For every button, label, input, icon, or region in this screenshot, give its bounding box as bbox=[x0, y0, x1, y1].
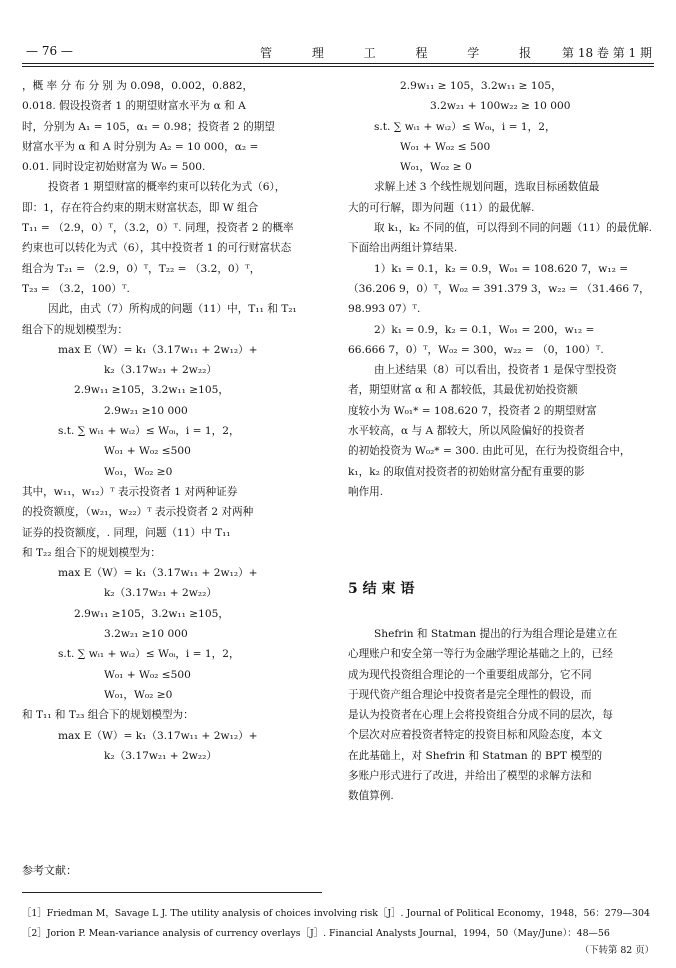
paragraph-line: 98.993 07）ᵀ. bbox=[348, 303, 421, 316]
paragraph-line: ，概 率 分 布 分 别 为 0.098，0.002，0.882， bbox=[22, 80, 254, 92]
references-rule bbox=[22, 892, 322, 893]
paragraph-line: 取 k₁，k₂ 不同的值，可以得到不同的问题（11）的最优解. bbox=[374, 222, 652, 235]
paragraph-line: 因此，由式（7）所构成的问题（11）中，T₁₁ 和 T₂₁ bbox=[48, 303, 297, 316]
paragraph-line: 其中，w₁₁，w₁₂）ᵀ 表示投资者 1 对两种证券 bbox=[22, 485, 238, 498]
paragraph-line: 求解上述 3 个线性规划问题，选取目标函数值最 bbox=[374, 181, 600, 194]
paragraph-line: 66.666 7，0）ᵀ，W₀₂ = 300，w₂₂ = （0，100）ᵀ. bbox=[348, 343, 604, 356]
paragraph-line: 响作用. bbox=[348, 485, 384, 498]
equation-line: max E（W）= k₁（3.17w₁₁ + 2w₁₂）+ bbox=[58, 343, 258, 356]
references-list bbox=[22, 904, 650, 944]
equation-line: k₂（3.17w₂₁ + 2w₂₂） bbox=[104, 364, 217, 377]
equation-line: W₀₁，W₀₂ ≥0 bbox=[104, 465, 173, 478]
paragraph-line: 个层次对应着投资者特定的投资目标和风险态度，本文 bbox=[348, 729, 603, 742]
paragraph-line: Shefrin 和 Statman 提出的行为组合理论是建立在 bbox=[374, 628, 618, 640]
paragraph-line: 的投资额度，（w₂₁，w₂₂）ᵀ 表示投资者 2 对两种 bbox=[22, 506, 254, 519]
paragraph-line: 大的可行解，即为问题（11）的最优解. bbox=[348, 201, 535, 214]
conclusion-text bbox=[348, 624, 654, 807]
equation-line: W₀₁ + W₀₂ ≤ 500 bbox=[400, 140, 491, 153]
equation-line: 3.2w₂₁ ≥10 000 bbox=[104, 628, 188, 641]
paragraph-line: 和 T₁₁ 和 T₂₃ 组合下的规划模型为： bbox=[22, 709, 194, 722]
paragraph-line: 约束也可以转化为式（6），其中投资者 1 的可行财富状态 bbox=[22, 242, 292, 255]
left-column bbox=[22, 76, 330, 766]
header-rule-top bbox=[22, 63, 654, 64]
paragraph-line: k₁，k₂ 的取值对投资者的初始财富分配有重要的影 bbox=[348, 465, 585, 478]
equation-line: s.t. ∑ wᵢ₁ + wᵢ₂）≤ W₀ᵢ，i = 1，2， bbox=[58, 425, 240, 438]
equation-line: s.t. ∑ wᵢ₁ + wᵢ₂）≤ W₀ᵢ，i = 1，2， bbox=[374, 120, 556, 133]
paragraph-line: 证券的投资额度，. 同理，问题（11）中 T₁₁ bbox=[22, 526, 231, 539]
continued-note: （下转第 82 页） bbox=[579, 945, 654, 956]
section-title: 5 结 束 语 bbox=[348, 581, 415, 597]
paragraph-line: T₂₃ = （3.2，100）ᵀ. bbox=[22, 282, 130, 295]
paragraph-line: 时，分别为 A₁ = 105，α₁ = 0.98；投资者 2 的期望 bbox=[22, 120, 275, 133]
paragraph-line: （36.206 9，0）ᵀ，W₀₂ = 391.379 3，w₂₂ = （31.466 7， bbox=[348, 282, 650, 295]
equation-line: max E（W）= k₁（3.17w₁₁ + 2w₁₂）+ bbox=[58, 567, 258, 580]
paragraph-line: 成为现代投资组合理论的一个重要组成部分，它不同 bbox=[348, 668, 592, 681]
paragraph-line: 多账户形式进行了改进，并给出了模型的求解方法和 bbox=[348, 770, 592, 783]
equation-line: k₂（3.17w₂₁ + 2w₂₂） bbox=[104, 749, 217, 762]
equation-line: W₀₁ + W₀₂ ≤500 bbox=[104, 445, 191, 458]
paragraph-line: 即：1，存在符合约束的期末财富状态，即 W 组合 bbox=[22, 201, 259, 214]
header-rule-bottom bbox=[22, 66, 654, 67]
equation-line: s.t. ∑ wᵢ₁ + wᵢ₂）≤ W₀ᵢ，i = 1，2， bbox=[58, 648, 240, 661]
equation-line: 2.9w₁₁ ≥105，3.2w₁₁ ≥105， bbox=[74, 607, 229, 620]
paragraph-line: 心理账户和安全第一等行为金融学理论基础之上的，已经 bbox=[348, 648, 613, 661]
equation-line: W₀₁ + W₀₂ ≤500 bbox=[104, 668, 191, 681]
equation-line: 2.9w₁₁ ≥ 105，3.2w₁₁ ≥ 105， bbox=[400, 80, 562, 92]
paragraph-line: 的初始投资为 W₀₂* = 300. 由此可见，在行为投资组合中， bbox=[348, 445, 631, 458]
equation-line: max E（W）= k₁（3.17w₁₁ + 2w₁₂）+ bbox=[58, 729, 258, 742]
paragraph-line: 度较小为 W₀₁* = 108.620 7，投资者 2 的期望财富 bbox=[348, 404, 597, 417]
page-number: — 76 — bbox=[26, 44, 73, 58]
paragraph-line: 组合下的规划模型为： bbox=[22, 323, 128, 336]
paragraph-line: 在此基础上，对 Shefrin 和 Statman 的 BPT 模型的 bbox=[348, 749, 603, 762]
equation-line: W₀₁，W₀₂ ≥ 0 bbox=[400, 161, 472, 174]
paragraph-line: 水平较高，α 与 A 都较大，所以风险偏好的投资者 bbox=[348, 425, 585, 438]
reference-item: ［1］Friedman M，Savage L J. The utility analysis of choices involving risk［J］. Journal of Political Economy，1948，56：279—304 bbox=[22, 908, 650, 919]
volume-issue: 第 18 卷 第 1 期 bbox=[562, 46, 652, 60]
paragraph-line: 投资者 1 期望财富的概率约束可以转化为式（6）， bbox=[48, 181, 286, 194]
paragraph-line: T₁₁ = （2.9，0）ᵀ，（3.2，0）ᵀ. 同理，投资者 2 的概率 bbox=[22, 222, 294, 235]
equation-line: 3.2w₂₁ + 100w₂₂ ≥ 10 000 bbox=[430, 100, 571, 113]
paragraph-line: 0.01. 同时设定初始财富为 W₀ = 500. bbox=[22, 161, 206, 174]
paragraph-line: 2）k₁ = 0.9，k₂ = 0.1，W₀₁ = 200，w₁₂ = bbox=[374, 323, 595, 336]
equation-line: W₀₁，W₀₂ ≥0 bbox=[104, 688, 173, 701]
reference-item: ［2］Jorion P. Mean-variance analysis of currency overlays［J］. Financial Analysts Journal，1994，50（May/June）：48—56 bbox=[22, 928, 610, 939]
equation-line: k₂（3.17w₂₁ + 2w₂₂） bbox=[104, 587, 217, 600]
paragraph-line: 由上述结果（8）可以看出，投资者 1 是保守型投资 bbox=[374, 364, 617, 377]
equation-line: 2.9w₂₁ ≥10 000 bbox=[104, 404, 188, 417]
journal-title: 管 理 工 程 学 报 bbox=[260, 46, 550, 60]
paragraph-line: 和 T₂₂ 组合下的规划模型为： bbox=[22, 546, 161, 559]
paragraph-line: 财富水平为 α 和 A 时分别为 A₂ = 10 000，α₂ = bbox=[22, 140, 259, 153]
paragraph-line: 下面给出两组计算结果. bbox=[348, 242, 458, 255]
references-heading: 参考文献： bbox=[22, 864, 77, 877]
paragraph-line: 是认为投资者在心理上会将投资组合分成不同的层次，每 bbox=[348, 709, 613, 722]
paragraph-line: 于现代资产组合理论中投资者是完全理性的假设，而 bbox=[348, 688, 592, 701]
paragraph-line: 组合为 T₂₁ = （2.9，0）ᵀ，T₂₂ = （3.2，0）ᵀ， bbox=[22, 262, 261, 275]
equation-line: 2.9w₁₁ ≥105，3.2w₁₁ ≥105， bbox=[74, 384, 229, 397]
paragraph-line: 0.018. 假设投资者 1 的期望财富水平为 α 和 A bbox=[22, 100, 246, 113]
paragraph-line: 者，期望财富 α 和 A 都较低，其最优初始投资额 bbox=[348, 384, 578, 397]
right-column bbox=[348, 76, 654, 502]
paragraph-line: 1）k₁ = 0.1，k₂ = 0.9，W₀₁ = 108.620 7，w₁₂ = bbox=[374, 262, 629, 275]
paragraph-line: 数值算例. bbox=[348, 790, 394, 803]
